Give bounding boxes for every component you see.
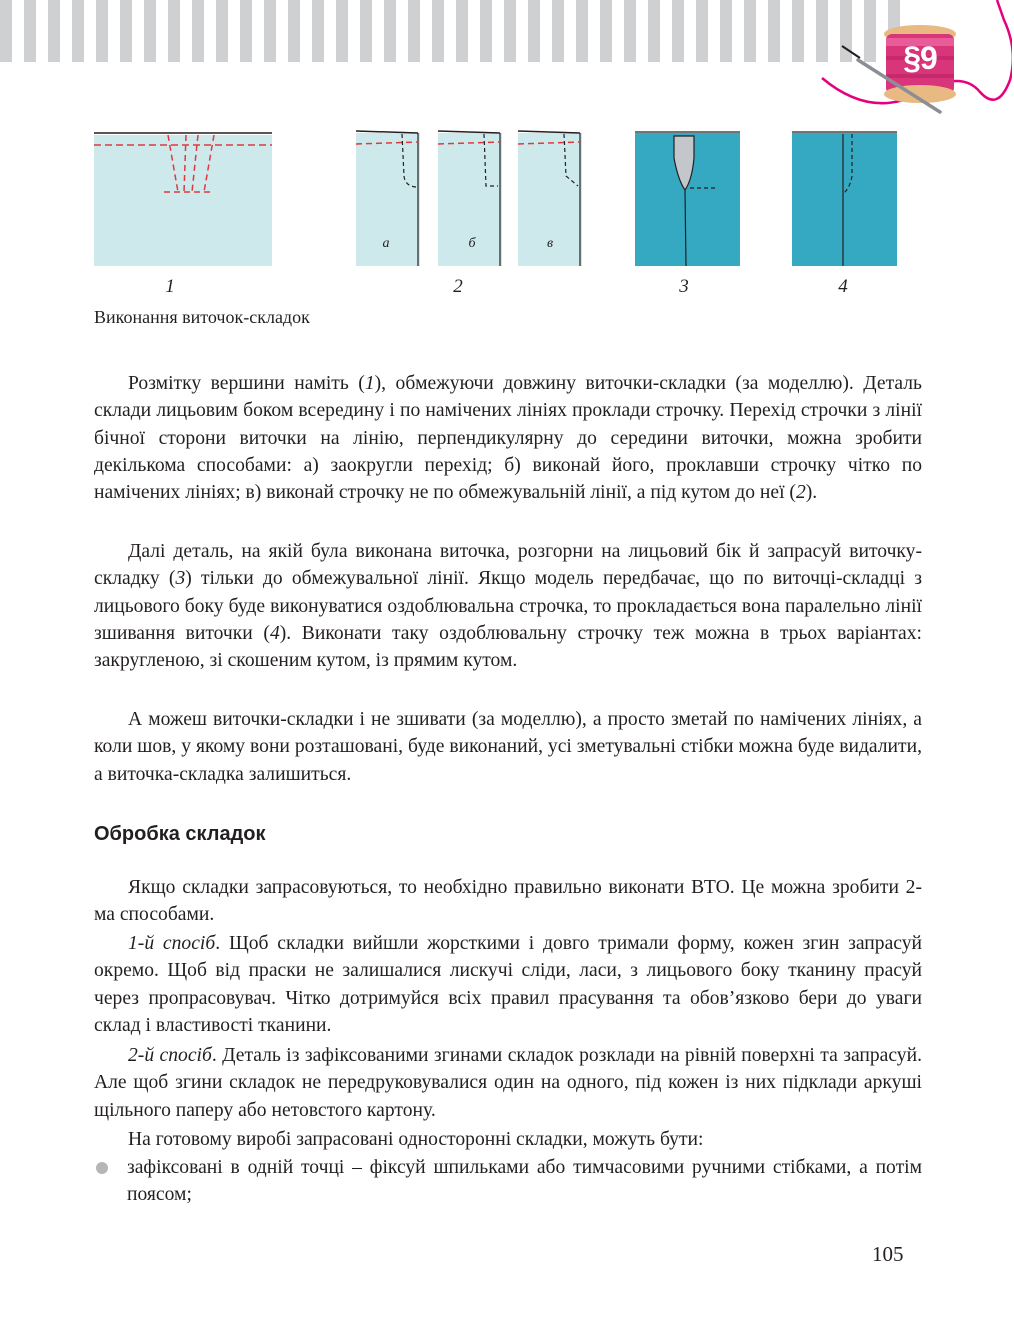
figure-number-1: 1 xyxy=(165,276,175,297)
figure-letter-v: в xyxy=(546,236,554,251)
page-number: 105 xyxy=(872,1242,904,1266)
paragraph-1: Розмітку вершини наміть (1), обмежуючи довжину виточки-складки (за моделлю). Деталь склади лицьовим боком всередину і по намічених лініях проклади строчку. Перехід строчки з лінії бічної сторони виточки на лінію, перпендикулярну до середини виточки, можна зробити декількома способами: а) заокругли перехід; б) виконай його, проклавши строчку чітко по намічених лініях; в) виконай строчку не по обмежувальній лінії, а під кутом до неї (2). xyxy=(94,373,922,504)
section-badge: §9 xyxy=(903,40,937,76)
paragraph-5: На готовому виробі запрасовані односторонні складки, можуть бути: xyxy=(128,1129,704,1150)
paragraph-4: Якщо складки запрасовуються, то необхідно правильно виконати ВТО. Це можна зробити 2-ма способами. xyxy=(94,877,922,926)
figure-caption: Виконання виточок-складок xyxy=(94,307,310,327)
paragraph-2: Далі деталь, на якій була виконана виточка, розгорни на лицьовий бік й запрасуй виточку-складку (3) тільки до обмежувальної лінії. Якщо модель передбачає, що по виточці-складці з лицьового боку буде виконуватися оздоблювальна строчка, то прокладається вона паралельно лінії зшивання виточки (4). Виконати таку оздоблювальну строчку теж можна в трьох варіантах: закругленою, зі скошеним кутом, із прямим кутом. xyxy=(94,541,923,672)
figure-number-3: 3 xyxy=(679,276,689,297)
darts-figure xyxy=(0,0,1014,320)
figure-letter-a: а xyxy=(382,236,390,251)
fig-1-panel xyxy=(94,133,272,266)
figure-number-2: 2 xyxy=(453,276,463,297)
method-2-label: 2-й спосіб xyxy=(128,1045,212,1066)
figure-letter-b: б xyxy=(468,236,476,251)
paragraph-3: А можеш виточки-складки і не зшивати (за моделлю), а просто зметай по намічених лініях, а коли шов, у якому вони розташовані, буде виконаний, усі зметувальні стібки можна буде видалити, а виточка-складка залишиться. xyxy=(94,709,922,785)
paragraph-method-1: 1-й спосіб. Щоб складки вийшли жорсткими і довго тримали форму, кожен згин запрасуй окремо. Щоб від праски не залишалися лискучі сліди, ласи, з лицьового боку тканину прасуй через пропрасовувач. Чітко дотримуйся всіх правил прасування та обов’язково бери до уваги склад і властивості тканини. xyxy=(94,933,922,1036)
fig-3-panel xyxy=(635,132,740,266)
fig-4-panel xyxy=(792,132,897,266)
method-1-label: 1-й спосіб xyxy=(128,933,216,954)
section-heading: Обробка складок xyxy=(94,823,266,845)
bullet-dot-icon xyxy=(96,1162,108,1174)
paragraph-method-2: 2-й спосіб. Деталь із зафіксованими згинами складок розклади на рівній поверхні та запрасуй. Але щоб згини складок не передруковувалися один на одного, під кожен із них підклади аркуші щільного паперу або нетовстого картону. xyxy=(94,1045,922,1121)
bullet-item: зафіксовані в одній точці – фіксуй шпильками або тимчасовими ручними стібками, а потім поясом; xyxy=(127,1157,922,1206)
figure-number-4: 4 xyxy=(838,276,848,297)
